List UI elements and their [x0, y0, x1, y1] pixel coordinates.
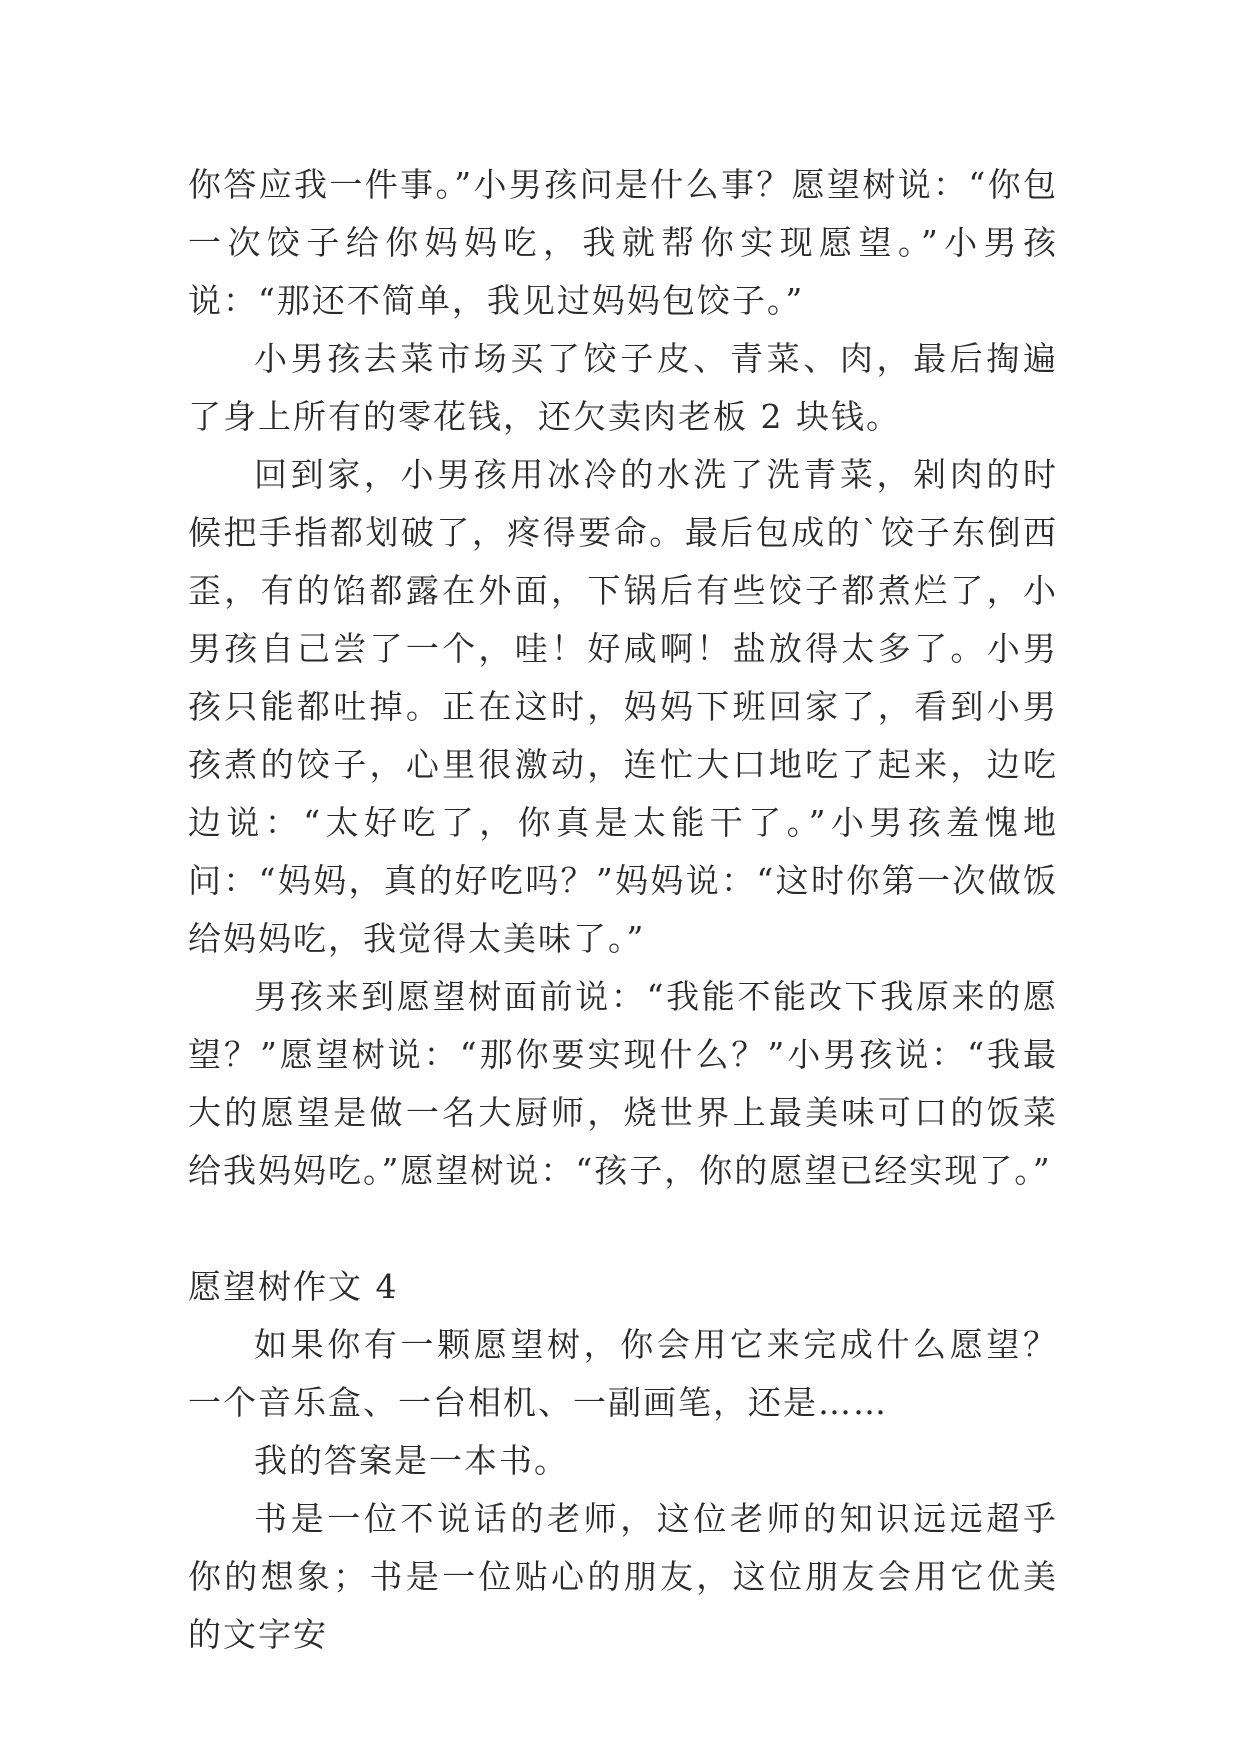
section-title: 愿望树作文 4	[188, 1267, 399, 1306]
paragraph-wish-changed: 男孩来到愿望树面前说：“我能不能改下我原来的愿望？”愿望树说：“那你要实现什么？”小男孩说：“我最大的愿望是做一名大厨师，烧世界上最美味可口的饭菜给我妈妈吃。”愿望树说：“孩子，你的愿望已经实现了。”	[188, 977, 1058, 1190]
paragraph-dumplings: 回到家，小男孩用冰冷的水洗了洗青菜，剁肉的时候把手指都划破了，疼得要命。最后包成的`饺子东倒西歪，有的馅都露在外面，下锅后有些饺子都煮烂了，小男孩自己尝了一个，哇！好咸啊！盐放得太多了。小男孩只能都吐掉。正在这时，妈妈下班回家了，看到小男孩煮的饺子，心里很激动，连忙大口地吃了起来，边吃边说：“太好吃了，你真是太能干了。”小男孩羞愧地问：“妈妈，真的好吃吗？”妈妈说：“这时你第一次做饭给妈妈吃，我觉得太美味了。”	[188, 455, 1058, 958]
paragraph-answer: 我的答案是一本书。	[254, 1441, 569, 1480]
section-spacer	[188, 1200, 1058, 1258]
paragraph-book: 书是一位不说话的老师，这位老师的知识远远超乎你的想象；书是一位贴心的朋友，这位朋友会用它优美的文字安	[188, 1499, 1058, 1654]
paragraph-question: 如果你有一颗愿望树，你会用它来完成什么愿望？一个音乐盒、一台相机、一副画笔，还是……	[188, 1325, 1058, 1422]
paragraph-continuation: 你答应我一件事。”小男孩问是什么事？愿望树说：“你包一次饺子给你妈妈吃，我就帮你实现愿望。”小男孩说：“那还不简单，我见过妈妈包饺子。”	[188, 165, 1058, 320]
document-body	[188, 156, 1058, 1664]
paragraph-market: 小男孩去菜市场买了饺子皮、青菜、肉，最后掏遍了身上所有的零花钱，还欠卖肉老板 2 块钱。	[188, 339, 1058, 436]
